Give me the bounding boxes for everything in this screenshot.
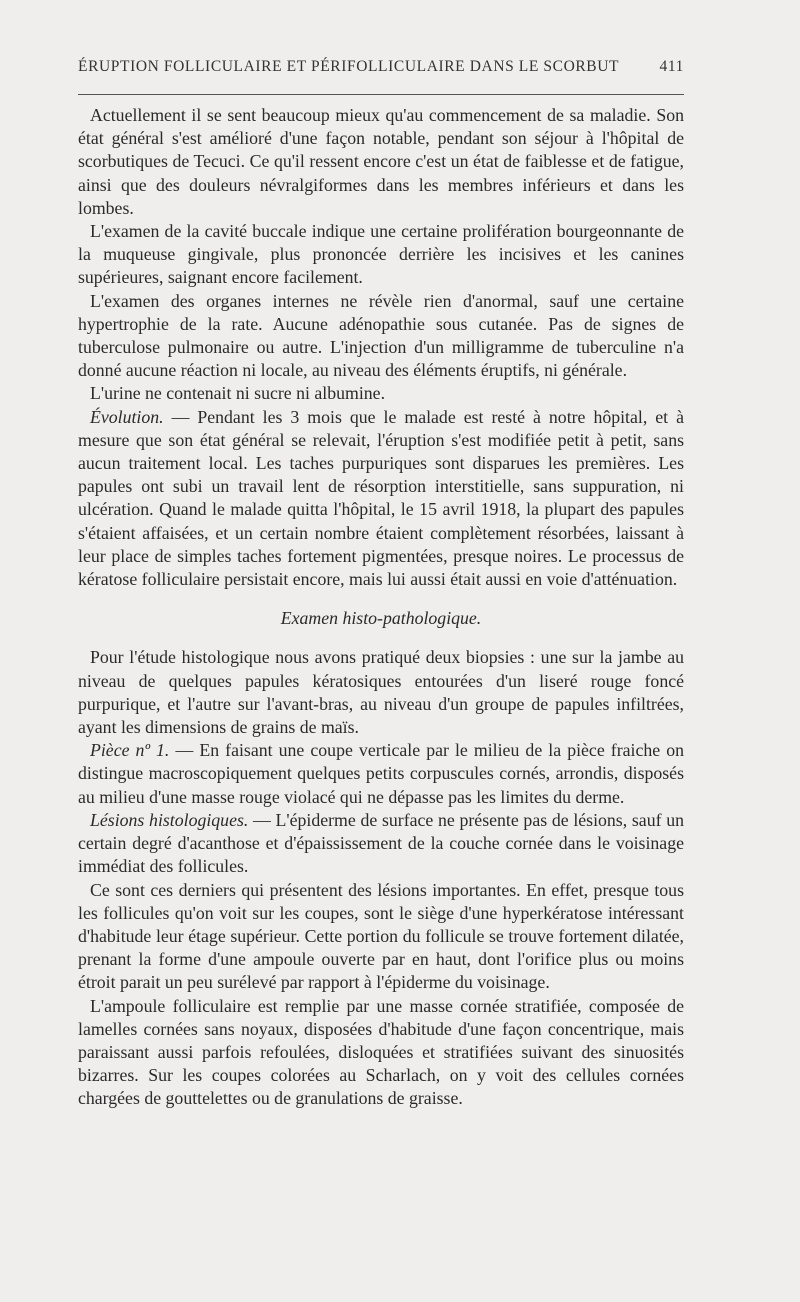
page-body — [78, 104, 684, 1111]
running-head — [78, 58, 684, 76]
piece-text: — En faisant une coupe verticale par le milieu de la pièce fraiche on distingue macroscopiquement quelques petits corpuscules cornés, arrondis, disposés au milieu d'une masse rouge violacé qui ne dépasse pas les limites du derme. — [78, 740, 684, 807]
header-rule — [78, 94, 684, 95]
running-title: ÉRUPTION FOLLICULAIRE ET PÉRIFOLLICULAIRE DANS LE SCORBUT — [78, 58, 620, 75]
piece-label: Pièce nº 1. — [90, 740, 170, 761]
evolution-label: Évolution. — [90, 406, 164, 427]
paragraph-biopsies: Pour l'étude histologique nous avons pratiqué deux biopsies : une sur la jambe au niveau de quelques papules kératosiques entourées d'un liseré rouge foncé purpurique, et l'autre sur l'avant-bras, au niveau d'un groupe de papules infiltrées, ayant les dimensions de grains de maïs. — [78, 647, 684, 738]
paragraph-follicules: Ce sont ces derniers qui présentent des lésions importantes. En effet, presque tous les follicules qu'on voit sur les coupes, sont le siège d'une hyperkératose intéressant d'habitude leur étage supérieur. Cette portion du follicule se trouve fortement dilatée, prenant la forme d'une ampoule ouverte par en haut, dont l'orifice plus ou moins étroit parait un peu surélevé par rapport à l'épiderme du voisinage. — [78, 879, 684, 993]
paragraph-lesions — [78, 809, 684, 879]
section-title: Examen histo-pathologique. — [280, 608, 482, 629]
evolution-text: — Pendant les 3 mois que le malade est resté à notre hôpital, et à mesure que son état général se relevait, l'éruption s'est modifiée petit à petit, sans aucun traitement local. Les taches purpuriques sont disparues les premières. Les papules ont subi un travail lent de résorption interstitielle, sans suppuration, ni ulcération. Quand le malade quitta l'hôpital, le 15 avril 1918, la plupart des papules s'étaient affaisées, et un certain nombre étaient complètement résorbées, laissant à leur place de simples taches fortement pigmentées, presque noires. Le processus de kératose folliculaire persistait encore, mais lui aussi était aussi en voie d'atténuation. — [78, 406, 684, 590]
paragraph-ampoule: L'ampoule folliculaire est remplie par une masse cornée stratifiée, composée de lamelles cornées sans noyaux, disposées d'habitude d'une façon concentrique, mais paraissant aussi parfois refoulées, disloquées et stratifiées suivant des sinuosités bizarres. Sur les coupes colorées au Scharlach, on y voit des cellules cornées chargées de gouttelettes ou de granulations de graisse. — [78, 995, 684, 1109]
lesions-label: Lésions histologiques. — [90, 809, 249, 830]
paragraph-cavite-buccale: L'examen de la cavité buccale indique une certaine prolifération bourgeonnante de la muqueuse gingivale, plus prononcée derrière les incisives et les canines supérieures, saignant encore facilement. — [78, 221, 684, 288]
paragraph-piece — [78, 739, 684, 809]
page-number: 411 — [659, 58, 684, 75]
lesions-text: — L'épiderme de surface ne présente pas de lésions, sauf un certain degré d'acanthose et d'épaississement de la couche cornée dans le voisinage immédiat des follicules. — [78, 809, 684, 877]
paragraph-urine: L'urine ne contenait ni sucre ni albumine. — [90, 383, 386, 404]
paragraph-organes-internes: L'examen des organes internes ne révèle rien d'anormal, sauf une certaine hypertrophie de la rate. Aucune adénopathie sous cutanée. Pas de signes de tuberculose pulmonaire ou autre. L'injection d'un milligramme de tuberculine n'a donné aucune réaction ni locale, au niveau des éléments éruptifs, ni générale. — [78, 290, 684, 381]
paragraph-evolution — [78, 406, 684, 592]
paragraph-amelioration: Actuellement il se sent beaucoup mieux qu'au commencement de sa maladie. Son état général s'est amélioré d'une façon notable, pendant son séjour à l'hôpital de scorbutiques de Tecuci. Ce qu'il ressent encore c'est un état de faiblesse et de fatigue, ainsi que des douleurs névralgiformes dans les membres inférieurs et dans les lombes. — [78, 105, 684, 218]
